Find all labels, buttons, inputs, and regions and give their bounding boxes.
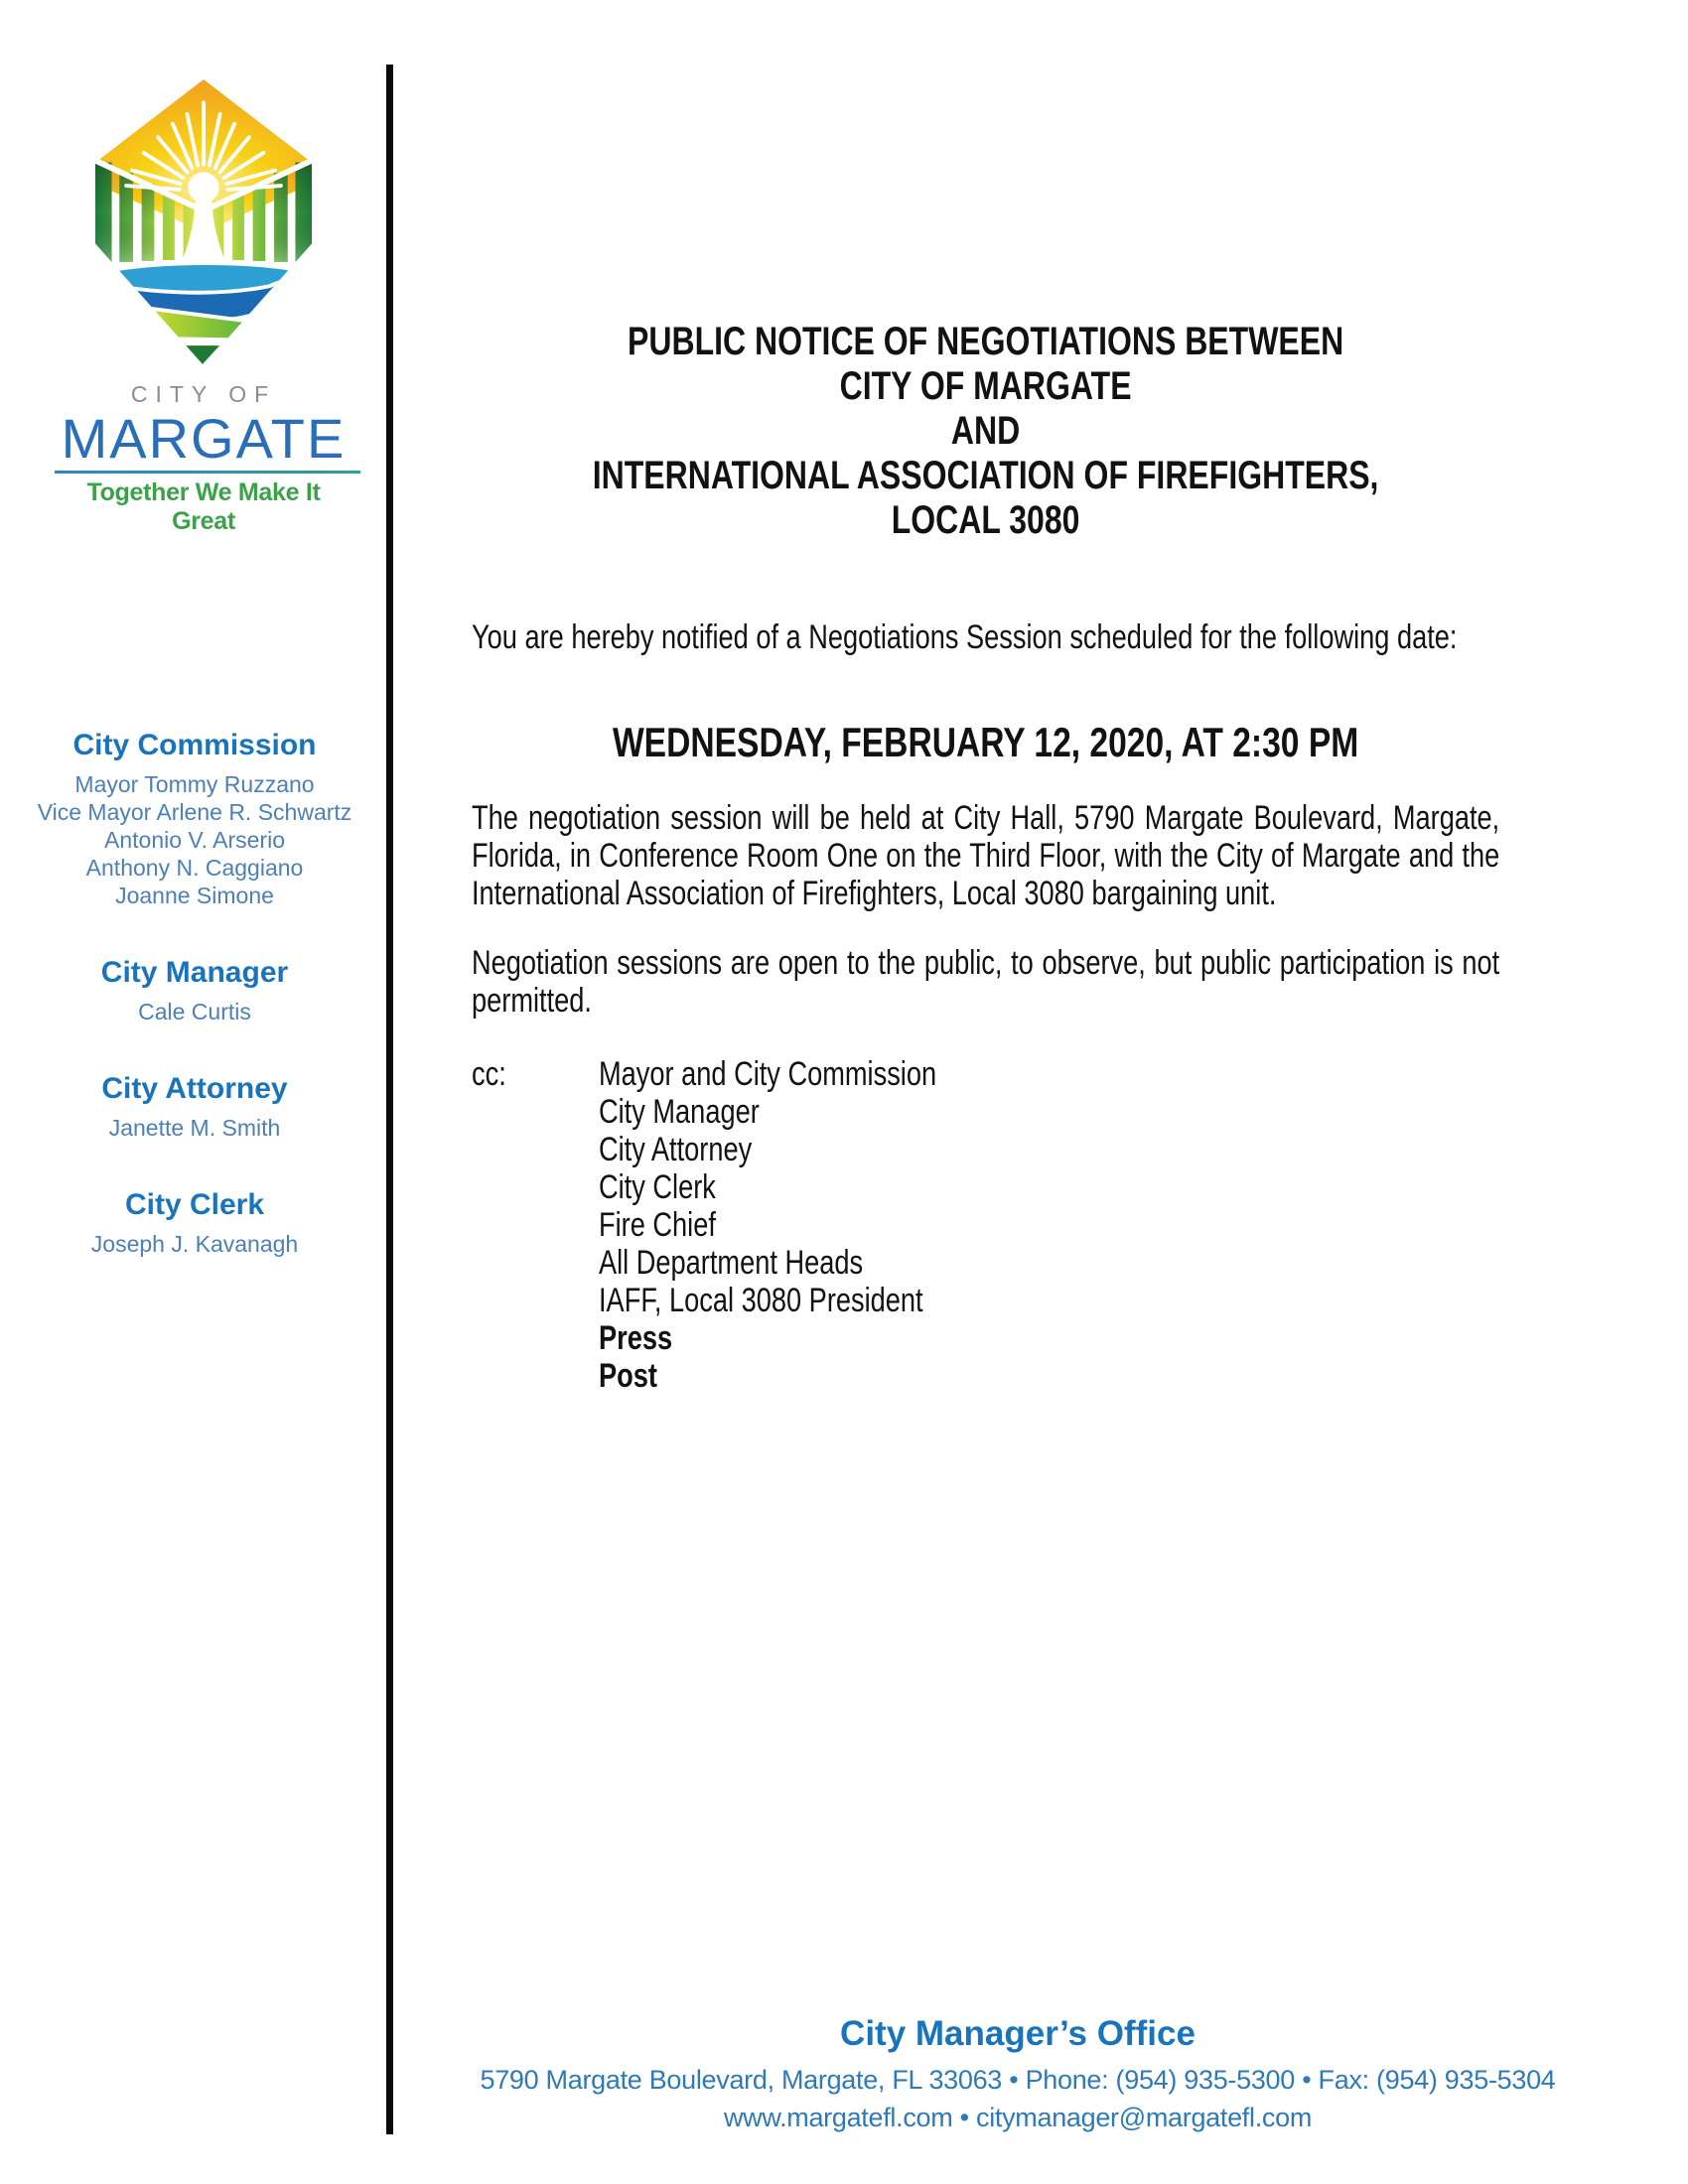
officials-sidebar — [10, 728, 379, 1258]
section-heading: City Commission — [72, 729, 317, 761]
official-name: Antonio V. Arserio — [104, 827, 285, 853]
notice-title-line: LOCAL 3080 — [891, 498, 1080, 542]
cc-list — [599, 1055, 936, 1395]
notice-title-line: AND — [950, 409, 1021, 453]
cc-item: City Attorney — [599, 1131, 753, 1168]
section-heading: City Manager — [100, 956, 289, 989]
cc-item: City Clerk — [599, 1168, 716, 1206]
notice-title-line: PUBLIC NOTICE OF NEGOTIATIONS BETWEEN — [628, 320, 1344, 363]
public-participation-paragraph: Negotiation sessions are open to the public, to observe, but public participation is not permitted. — [472, 944, 1500, 1020]
official-name: Mayor Tommy Ruzzano — [74, 771, 315, 797]
location-paragraph: The negotiation session will be held at City Hall, 5790 Margate Boulevard, Margate, Florida, in Conference Room One on the Third Floor, with the City of Margate and the International Association of Firefighters, Local 3080 bargaining unit. — [472, 799, 1500, 912]
cc-block — [472, 1055, 1499, 1395]
cc-item: IAFF, Local 3080 President — [599, 1282, 923, 1319]
cc-item: Fire Chief — [599, 1206, 716, 1244]
logo-tagline: Together We Make It Great — [86, 478, 321, 535]
notice-title-line: CITY OF MARGATE — [839, 364, 1132, 408]
cc-item: Post — [599, 1357, 657, 1395]
official-name: Joseph J. Kavanagh — [90, 1231, 299, 1257]
official-name: Anthony N. Caggiano — [85, 855, 304, 881]
footer-address-line: 5790 Margate Boulevard, Margate, FL 33063 • Phone: (954) 935-5300 • Fax: (954) 935-5304 — [480, 2065, 1556, 2095]
official-name: Vice Mayor Arlene R. Schwartz — [37, 799, 352, 825]
footer-office-title: City Manager’s Office — [840, 2014, 1196, 2053]
official-name: Cale Curtis — [138, 999, 251, 1024]
cc-item: All Department Heads — [599, 1244, 864, 1282]
logo-underline — [55, 471, 360, 474]
footer — [387, 2011, 1648, 2136]
footer-web-line: www.margatefl.com • citymanager@margatefl.com — [723, 2103, 1313, 2132]
section-heading: City Clerk — [124, 1188, 265, 1221]
logo-city-of-text: CITY OF — [130, 381, 277, 407]
sidebar-section-city-manager — [10, 955, 379, 1025]
cc-item: Mayor and City Commission — [599, 1055, 937, 1093]
cc-item: City Manager — [599, 1093, 760, 1131]
city-of-margate-logo — [55, 77, 352, 536]
section-heading: City Attorney — [101, 1072, 288, 1105]
logo-margate-wordmark: MARGATE — [61, 407, 347, 470]
notice-content — [472, 0, 1499, 1395]
notice-title-line: INTERNATIONAL ASSOCIATION OF FIREFIGHTERS, — [592, 454, 1379, 497]
notice-title — [472, 320, 1499, 543]
vertical-divider — [386, 65, 393, 2134]
sidebar-section-city-attorney — [10, 1071, 379, 1142]
cc-item: Press — [599, 1319, 673, 1357]
official-name: Janette M. Smith — [108, 1115, 281, 1141]
intro-paragraph: You are hereby notified of a Negotiations Session scheduled for the following date: — [472, 618, 1458, 656]
margate-emblem-icon — [87, 77, 320, 367]
cc-label: cc: — [472, 1055, 506, 1093]
official-name: Joanne Simone — [115, 883, 274, 908]
sidebar-section-city-clerk — [10, 1187, 379, 1258]
sidebar-section-city-commission — [10, 728, 379, 909]
session-date-heading: WEDNESDAY, FEBRUARY 12, 2020, AT 2:30 PM — [612, 719, 1359, 765]
